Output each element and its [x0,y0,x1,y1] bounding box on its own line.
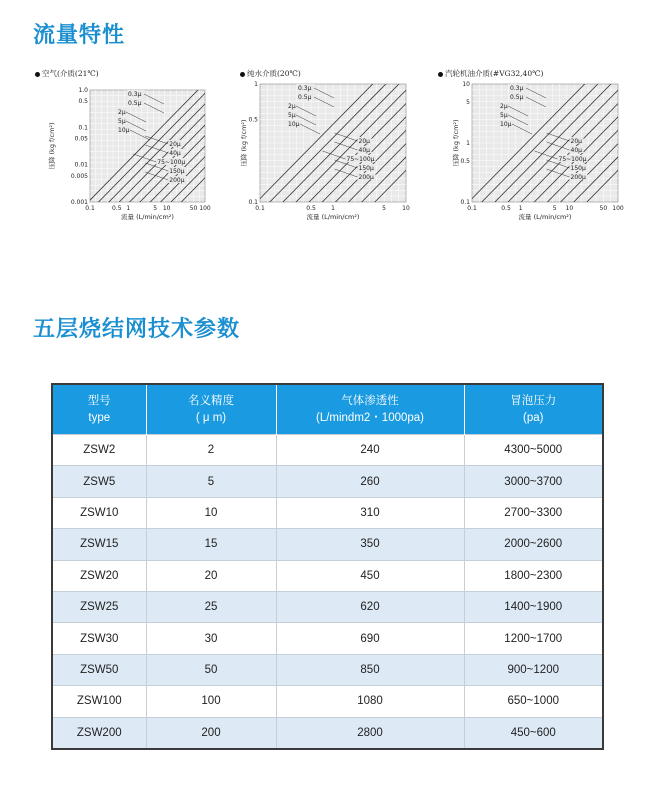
y-tick-label: 5 [466,98,470,106]
series-label: 75~100μ [558,156,587,163]
series-label: 150μ [169,168,185,175]
table-row [52,529,603,560]
series-label: 0.5μ [128,100,142,107]
series-label: 200μ [570,174,586,181]
series-label: 10μ [500,121,512,128]
header-permeability: 气体渗透性 (L/mindm2・1000pa) [276,384,464,435]
x-tick-label: 0.1 [255,205,265,212]
table-row [52,623,603,654]
spec-table [51,383,604,750]
bullet-icon [240,72,245,77]
chart-svg [35,68,215,228]
cell: 2 [146,435,276,466]
cell: ZSW200 [52,717,146,749]
flow-characteristics-heading: 流量特性 [33,23,126,48]
series-label: 5μ [500,112,508,119]
series-label: 150μ [570,165,586,172]
series-label: 20μ [570,138,582,145]
x-tick-label: 100 [199,205,211,212]
cell: 450~600 [464,717,603,749]
series-label: 10μ [118,127,130,134]
water-flow-chart [240,68,420,228]
header-precision: 名义精度 ( μ m) [146,384,276,435]
cell: ZSW5 [52,466,146,497]
cell: 1400~1900 [464,591,603,622]
x-tick-label: 1 [518,205,523,212]
cell: 15 [146,529,276,560]
header-type: 型号 type [52,384,146,435]
cell: 650~1000 [464,686,603,717]
series-label: 200μ [169,177,185,184]
series-label: 0.3μ [298,85,312,92]
sintered-mesh-spec-heading: 五层烧结网技术参数 [33,317,241,342]
x-tick-label: 10 [162,205,171,212]
oil-flow-chart [438,68,628,228]
cell: 5 [146,466,276,497]
chart-title: 纯水介质(20℃) [247,69,301,78]
cell: ZSW30 [52,623,146,654]
y-axis-label: 压降 (kg f/cm²) [240,119,248,167]
x-axis-label: 流量 (L/min/cm²) [518,213,572,221]
cell: 100 [146,686,276,717]
x-tick-label: 1 [126,205,131,212]
cell: 2000~2600 [464,529,603,560]
series-label: 75~100μ [346,156,375,163]
bullet-icon [438,72,443,77]
cell: ZSW2 [52,435,146,466]
series-label: 0.3μ [510,85,524,92]
series-label: 40μ [169,150,181,157]
table-header-row [52,384,603,435]
y-tick-label: 1 [254,81,258,88]
y-tick-label: 1 [466,140,470,147]
cell: 620 [276,591,464,622]
y-tick-label: 0.5 [460,157,470,165]
series-label: 20μ [358,138,370,145]
y-tick-label: 0.1 [248,199,258,206]
series-label: 5μ [118,118,126,125]
cell: 200 [146,717,276,749]
cell: 30 [146,623,276,654]
x-tick-label: 0.1 [85,205,95,212]
series-label: 0.5μ [298,94,312,101]
cell: ZSW25 [52,591,146,622]
header-bubble-pressure: 冒泡压力 (pa) [464,384,603,435]
x-tick-label: 1 [331,205,335,212]
cell: 2800 [276,717,464,749]
cell: 2700~3300 [464,497,603,528]
table-row [52,435,603,466]
cell: 4300~5000 [464,435,603,466]
table-row [52,466,603,497]
x-tick-label: 0.5 [306,205,316,212]
chart-title: 汽轮机油介质(#VG32,40℃) [445,69,544,78]
series-label: 20μ [169,141,181,148]
cell: 1200~1700 [464,623,603,654]
series-label: 200μ [358,174,374,181]
series-label: 2μ [118,109,126,116]
cell: 850 [276,654,464,685]
table-row [52,560,603,591]
series-label: 2μ [500,103,508,110]
cell: 310 [276,497,464,528]
y-tick-label: 0.05 [74,135,88,143]
y-tick-label: 0.5 [78,98,88,106]
x-tick-label: 5 [552,205,557,212]
series-label: 0.5μ [510,94,524,101]
x-tick-label: 50 [599,205,608,212]
chart-title: 空气(介质(21℃) [42,69,99,78]
x-tick-label: 0.5 [112,205,122,212]
cell: 240 [276,435,464,466]
cell: ZSW15 [52,529,146,560]
x-axis-label: 流量 (L/min/cm²) [121,213,174,221]
cell: 3000~3700 [464,466,603,497]
x-tick-label: 10 [402,205,410,212]
cell: ZSW100 [52,686,146,717]
cell: 1800~2300 [464,560,603,591]
cell: 1080 [276,686,464,717]
table-row [52,591,603,622]
y-tick-label: 1.0 [78,87,88,94]
y-tick-label: 0.1 [460,199,470,206]
y-tick-label: 0.005 [70,172,88,180]
cell: ZSW10 [52,497,146,528]
cell: 10 [146,497,276,528]
table-row [52,686,603,717]
cell: 450 [276,560,464,591]
bullet-icon [35,72,40,77]
y-tick-label: 0.01 [74,161,88,169]
chart-svg [240,68,420,228]
chart-svg [438,68,628,228]
cell: 50 [146,654,276,685]
y-tick-label: 0.1 [78,124,88,132]
cell: 350 [276,529,464,560]
x-axis-label: 流量 (L/min/cm²) [306,213,360,221]
x-tick-label: 10 [565,205,574,212]
series-label: 40μ [358,147,370,154]
table-row [52,717,603,749]
cell: ZSW20 [52,560,146,591]
air-flow-chart [35,68,215,228]
series-label: 150μ [358,165,374,172]
y-tick-label: 10 [462,81,470,88]
x-tick-label: 50 [189,205,198,212]
x-tick-label: 5 [382,205,386,212]
x-tick-label: 5 [153,205,158,212]
cell: 260 [276,466,464,497]
cell: 20 [146,560,276,591]
table-row [52,497,603,528]
cell: 690 [276,623,464,654]
series-label: 2μ [288,103,296,110]
series-label: 10μ [288,121,300,128]
x-tick-label: 100 [612,205,624,212]
series-label: 40μ [570,147,582,154]
y-tick-label: 0.001 [70,199,88,206]
cell: 25 [146,591,276,622]
series-label: 0.3μ [128,91,142,98]
cell: ZSW50 [52,654,146,685]
series-label: 75~100μ [157,159,186,166]
table-row [52,654,603,685]
cell: 900~1200 [464,654,603,685]
y-tick-label: 0.5 [248,116,258,124]
series-label: 5μ [288,112,296,119]
y-axis-label: 压降 (kg f/cm²) [452,119,460,167]
y-axis-label: 压降 (kg f/cm²) [48,122,56,170]
x-tick-label: 0.1 [467,205,477,212]
x-tick-label: 0.5 [501,205,511,212]
